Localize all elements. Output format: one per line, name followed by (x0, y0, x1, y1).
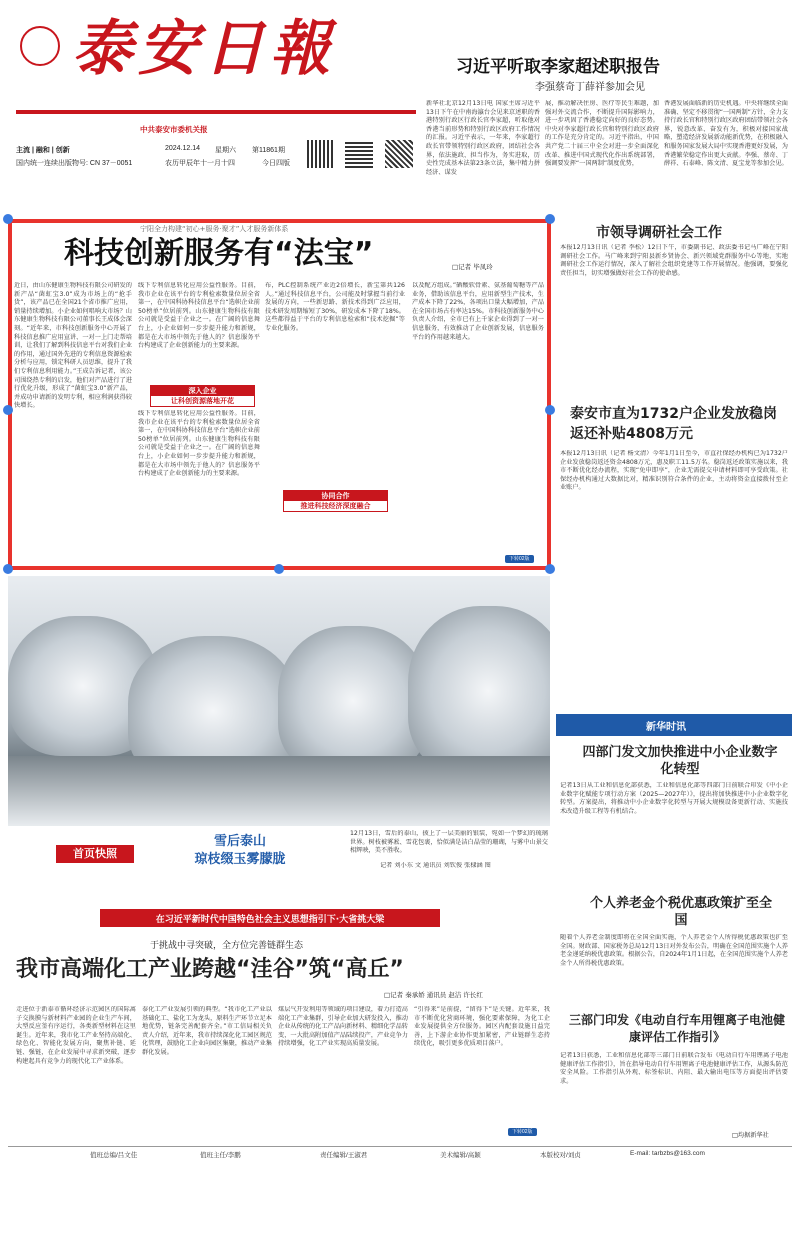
issue-number: 第11861期 (252, 147, 285, 154)
right-byline-5: □均据新华社 (732, 1132, 769, 1139)
cn-code: 国内统一连续出版物号: CN 37－0051 (16, 160, 133, 167)
snow-taishan-photo (8, 576, 550, 826)
photo-badge: 首页快照 (56, 845, 134, 863)
top-story-subhead: 李强蔡奇丁薛祥参加会见 (535, 82, 645, 93)
footer-director: 值班主任/李鹏 (200, 1152, 241, 1159)
selection-handle-br[interactable] (545, 564, 555, 574)
bottom-col4: “引得来”是前提，“留得下”是关键。近年来，我市不断优化营商环境，强化要素保障，为化工企业发展提供全方位服务。园区内配套设施日益完善，上下游企业协作更加紧密，产业链群生态持续优化，吸引更多优质项目落户。 (414, 1006, 550, 1048)
article-col1: 近日，由山东健康生物科技有限公司研发的新产品“菌虹宝3.0”成为市场上的“抢手货”，该产品已在全国21个省市推广应用，销量持续增加。小企业如何唱响大市场？山东健康生物科技有限公司董事长王成体会深刻。“近年来，市科技创新服务中心开展了科技信息推广应用宣讲、一对一上门走帮培训，让我们了解到科技信息平台对我们企业的作用，通过国外先进的专利信息资源检索分析与应用，锁定科研人员思维，提升了我们专利信息利用能力。”王成告诉记者，该公司围绕热专利的启发，他们对产品进行了进行优化升级，形成了“菌虹宝3.0”新产品，并成功申请新的发明专利，相应利润获得较快增长。 (14, 282, 132, 410)
right-headline-3: 四部门发文加快推进中小企业数字化转型 (582, 745, 778, 777)
article-col2: 线下专利信息转化应用公益性服务。目前，我市企业在该平台的专利检索数量位居全省第一，在中国科协科技信息平台“选帜企业前50榜单”位居前列。山东健康生物科技有限公司就是受益于企业之一。在广阔的信息舞台上，小企业如何一步步提升能力和新规，都是在大市场中领先于他人的？信息服务平台构建成了企业创新能力的主要来源。 (138, 282, 260, 350)
banner-text: 在习近平新时代中国特色社会主义思想指引下·大省挑大梁 (155, 915, 385, 925)
bottom-col1: 走进位于新泰市循环经济示范园区的国际离子交换膜与新材料产业园的企业生产车间，大型反应釜有序运行，各类新型材料在这里诞生。近年来，我市化工产业坚持高端化、绿色化、智能化发展方向，聚焦补链、延链、强链，在企业发展中寻求新突破，逐步构建起具有竞争力的现代化工产业体系。 (16, 1006, 136, 1065)
newspaper-title: 泰安日報 (72, 14, 336, 84)
right-headline-4: 个人养老金个税优惠政策扩至全国 (589, 896, 772, 928)
footer-proofreader: 本版校对/刘贞 (540, 1152, 581, 1159)
article-headline: 科技创新服务有“法宝” (64, 236, 374, 271)
issue-date: 2024.12.14 (165, 145, 201, 152)
party-organ: 中共泰安市委机关报 (140, 125, 208, 134)
qr-code-1 (307, 140, 335, 168)
subhead-box-1 (150, 385, 255, 407)
right-text-1: 本报12月13日讯（记者 李松）12日下午，市委副书记、政法委书记马广峰在宁阳调研社会工作。马广峰来到宁阳县新乡贤协会、新兴领域党群服务中心等地，实地调研社会工作运行情况，深入了解社会组织党建等工作开展情况。他强调，要强化责任担当，切实增强做好社会工作的使命感。 (560, 244, 788, 277)
tagline: 主流 | 融和 | 创新 (16, 147, 70, 154)
top-story-col3: 香港发展面临新的历史机遇。中央将继续全面准确、坚定不移贯彻“一国两制”方针，全力支持行政长官和特别行政区政府团结带领社会各界，锐意改革、奋发有为，积极对接国家战略，塑造经济发展新动能新优势，在积极融入和服务国家发展大局中实现香港更好发展，为香港繁荣稳定作出更大贡献。李强、蔡奇、丁薛祥、石泰峰、陈文清、夏宝龙等参加会见。 (664, 100, 788, 168)
footer-rule (8, 1146, 792, 1147)
right-headline-5: 三部门印发《电动自行车用锂离子电池健康评估工作指引》 (568, 1013, 785, 1044)
selection-handle-bm[interactable] (274, 564, 284, 574)
footer-art-editor: 美术编辑/高颖 (440, 1152, 481, 1159)
selection-handle-mr[interactable] (545, 405, 555, 415)
right-headline-2: 泰安市直为1732户企业发放稳岗返还补贴4808万元 (570, 406, 777, 442)
photo-title-2: 琼枝缀玉雾朦胧 (194, 852, 286, 867)
theme-banner (100, 909, 440, 927)
article-col3: 布，PLC控制系统产业近2倍增长，新宝第共126人。”通过科技信息平台，公司能及时掌握当前行业发展的方向，一些新思路、新技术得到广泛应用，技术研发周期缩短了30%，研发成本下降了18%。这些都得益于平台的专利信息检索和“技术挖掘”等专业化服务。 (265, 282, 405, 332)
xinhua-banner (556, 714, 792, 736)
top-story-col1: 新华社北京12月13日电 国家主席习近平13日下午在中南海瀛台会见来京述职的香港特别行政区行政长官李家超，听取他对香港当前形势和特别行政区政府工作情况的汇报。习近平表示，一年来，李家超行政长官带领特别行政区政府，团结社会各界，依法施政、担当作为，务实进取，历史性完成基本法第23条立法，集中精力拼经济、谋发 (426, 100, 540, 176)
bottom-col2: 泰化工产业发展引领的典型。“我市化工产业以基础化工、盐化工为龙头，原料生产环节立足本地优势，链条完善配套齐全。”市工信局相关负责人介绍，近年来，我市持续深化化工园区规范化管理，鼓励化工企业向园区集聚，推动产业集群化发展。 (142, 1006, 272, 1056)
top-story-headline: 习近平听取李家超述职报告 (456, 57, 660, 77)
bottom-kicker: 于挑战中寻突破，全方位完善链群生态 (150, 941, 304, 951)
bottom-byline: □记者 秦承娇 通讯员 赵洁 许长红 (384, 991, 483, 999)
article-byline: □记者 毕凤玲 (452, 263, 493, 271)
page-count: 今日四版 (262, 160, 290, 167)
photo-ground (8, 756, 550, 826)
qr-code-2 (345, 140, 373, 168)
masthead-seal (20, 26, 60, 66)
article-col4: 以及配方组成。”硒酸软骨素、氨基葡萄糖等产品业务，借助该信息平台，应用新型生产技术，生产成本下降了22%，各项出口量大幅增加，产品在全国市场占有率达15%。市科技创新服务中心负责人介绍，全市已有上千家企业得到了一对一信息服务，有效推动了企业创新发展，信息服务平台的作用越来越大。 (412, 282, 544, 341)
selection-handle-tl[interactable] (3, 214, 13, 224)
qr-code-3 (385, 140, 413, 168)
footer-email: E-mail: tarbzbs@163.com (630, 1150, 705, 1157)
bottom-col3: 煤层气开发利用等领域的项目建设，着力打造高端化工产业集群，引导企业加大研发投入，推动企业从传统的化工产品向新材料、精细化学品转变，一大批高附加值产品陆续投产，产业竞争力持续增强，化工产业实现高质量发展。 (278, 1006, 408, 1048)
selection-handle-bl[interactable] (3, 564, 13, 574)
weekday: 星期六 (215, 147, 236, 154)
top-story-col2: 展，推动解决住房、医疗等民生难题，加强对外交流合作，不断提升国际影响力，进一步巩固了香港稳定向好的良好态势。中央对李家超行政长官和特别行政区政府的工作是充分肯定的。习近平指出，中国共产党二十届三中全会对进一步全面深化改革、推进中国式现代化作出系统部署，强调要发挥“一国两制”制度优势， (545, 100, 659, 168)
photo-title-1: 雪后泰山 (213, 834, 266, 849)
subhead-box-2 (283, 490, 388, 512)
article-continue-button[interactable]: 下转02版 (505, 555, 534, 563)
selection-handle-ml[interactable] (3, 405, 13, 415)
right-headline-1: 市领导调研社会工作 (596, 225, 722, 241)
right-text-5: 记者13日获悉，工业和信息化部等三部门日前联合发布《电动自行车用锂离子电池健康评估工作指引》，旨在指导电动自行车用锂离子电池健康评估工作，从源头防范安全风险。工作指引从外观、标签标识、内阻、最大输出电压等方面提出评估要求。 (560, 1052, 788, 1085)
bottom-continue-button[interactable]: 下转02版 (508, 1128, 537, 1136)
photo-credit: 记者 刘小东 文 通讯员 刘钦俊 张棣涵 图 (380, 862, 491, 869)
subhead-1-top: 深入企业 (151, 386, 254, 396)
xinhua-label: 新华时讯 (646, 722, 686, 733)
bottom-headline: 我市高端化工产业跨越“洼谷”筑“高丘” (16, 957, 404, 982)
snow-tree-4 (408, 606, 550, 776)
snow-tree-3 (278, 626, 428, 776)
right-text-2: 本报12月13日讯（记者 杨文清）今年1月1日至今，市直社保经办机构已为1732户企业发放稳岗返还资金4808万元，惠及职工11.5万名。稳岗返还政策实施以来，我市不断优化经办流程，实现“免申即享”，企业无需提交申请材料即可享受政策。社保经办机构通过大数据比对，精准识别符合条件的企业，主动将资金直接拨付至企业账户。 (560, 450, 788, 492)
subhead-2-main: 推进科技经济深度融合 (300, 502, 371, 510)
right-text-4: 随着个人养老金制度即将在全国全面实施，个人养老金个人所得税优惠政策也扩至全国。财政部、国家税务总局12月13日对外发布公告，明确在全国范围实施个人养老金递延纳税优惠政策。根据公告，自2024年1月1日起，在全国范围实施个人养老金个人所得税优惠政策。 (560, 934, 788, 967)
selection-handle-tr[interactable] (545, 214, 555, 224)
subhead-1-main: 让科创资源落地开花 (171, 397, 234, 405)
masthead-rule (16, 110, 416, 114)
article-col2b: 线下专利信息转化应用公益性服务。目前，我市企业在该平台的专利检索数量位居全省第一，在中国科协科技信息平台“选帜企业前50榜单”位居前列。山东健康生物科技有限公司就是受益于企业之一。在广阔的信息舞台上，小企业如何一步步提升能力和新规，都是在大市场中领先于他人的？信息服务平台构建成了企业创新能力的主要来源。 (138, 410, 260, 478)
footer-editor: 责任编辑/王淑君 (320, 1152, 368, 1159)
subhead-2-top: 协同合作 (284, 491, 387, 501)
photo-caption: 12月13日，雪后的泰山，披上了一层美丽的银装，宛如一个梦幻的琉璃世界。树枝被雾凇、雪花包裹，恰似满是洁白晶莹的珊瑚，与雾中山景交相辉映，美不胜收。 (350, 830, 548, 855)
footer-chief-editor: 值班总编/吕文佳 (90, 1152, 138, 1159)
lunar-date: 农历甲辰年十一月十四 (165, 160, 235, 167)
article-kicker: 宁阳全力构建“初心+服务·聚才”人才服务新体系 (140, 225, 289, 233)
right-text-3: 记者13日从工业和信息化部获悉，工业和信息化部等四部门日前联合印发《中小企业数字化赋能专项行动方案（2025—2027年）》，提出将加快推进中小企业数字化转型。方案提出，将推动中小企业数字化转型与开展大规模设备更新行动、实施技术改造升级工程等有机结合。 (560, 782, 788, 815)
